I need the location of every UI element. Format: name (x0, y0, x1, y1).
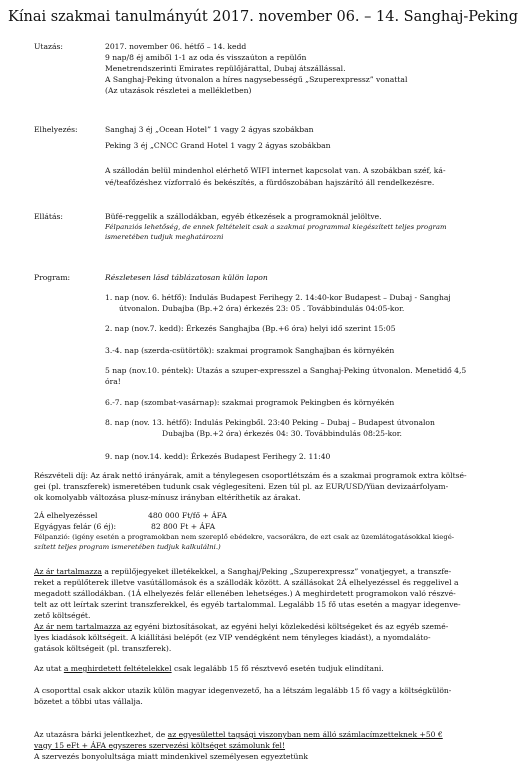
price-double-value: 480 000 Ft/fő + ÁFA (148, 511, 227, 520)
condition-text-part: Az utat (34, 664, 64, 673)
page-title: Kínai szakmai tanulmányút 2017. november 06. – 14. Sanghaj-Peking (8, 9, 518, 25)
condition-underlined: az egyesülettel tagsági viszonyban nem álló számlacímzetteknek +50 € (167, 730, 443, 739)
price-single-label: Egyágyas felár (6 éj): (34, 522, 117, 531)
travel-line: 2017. november 06. hétfő – 14. kedd (105, 42, 247, 51)
excludes-text: gatások költségeit (pl. transzferek). (34, 644, 172, 653)
condition-guide: A csoporttal csak akkor utazik külön magyar idegenvezető, ha a létszám legalább 15 fő vagy a költségkülön- (34, 686, 452, 695)
price-text: Részvételi díj: Az árak nettó irányárak, amit a ténylegesen csoportlétszám és a szakmai programok extra költsé- (34, 471, 467, 480)
accommodation-label: Elhelyezés: (34, 125, 78, 134)
includes-text-part: a repülőjegyeket illetékekkel, a Sanghaj/Peking „Szuperexpressz” vonatjegyet, a transzfe- (101, 567, 452, 576)
travel-label: Utazás: (34, 42, 63, 51)
includes-text: reket a repülőterek illetve vasútállomások és a szállodák között. A szállásokat 2Á elhelyezéssel és reggelivel a (34, 578, 459, 587)
program-intro: Részletesen lásd táblázatosan külön lapon (105, 273, 268, 282)
condition-underlined: a meghirdetett feltételekkel (63, 664, 172, 673)
travel-line: A Sanghaj-Peking útvonalon a híres nagysebességű „Szuperexpressz” vonattal (105, 75, 408, 84)
travel-line: Menetrendszerinti Emirates repülőjárattal, Dubaj átszállással. (105, 64, 346, 73)
price-single-value: 82 800 Ft + ÁFA (151, 522, 216, 531)
includes-text: megadott szállodákban. (1Á elhelyezés felár ellenében lehetséges.) A meghirdetett programokon való részvé- (34, 589, 456, 598)
accommodation-line: vé/teafőzéshez vízforraló és bekészítés, a fürdőszobában hajszárító áll rendelkezésre. (105, 178, 435, 187)
travel-line: 9 nap/8 éj amiből 1-1 az oda és visszaúton a repülőn (105, 53, 307, 62)
meals-note: ismeretében tudjuk meghatározni (105, 233, 224, 241)
program-day: 1. nap (nov. 6. hétfő): Indulás Budapest Ferihegy 2. 14:40-kor Budapest – Dubaj - Sanghaj (105, 293, 451, 302)
condition-text-part: csak legalább 15 fő résztvevő esetén tudjuk elindítani. (171, 664, 384, 673)
travel-line: (Az utazások részletei a mellékletben) (105, 86, 252, 95)
includes-text: telt az ott leírtak szerint transzferekkel, és egyéb tartalommal. Legalább 15 fő utas esetén a magyar idegenve- (34, 600, 461, 609)
condition-text-part: Az utazásra bárki jelentkezhet, de (34, 730, 168, 739)
program-day: 6.-7. nap (szombat-vasárnap): szakmai programok Pekingben és környékén (105, 398, 395, 407)
program-day: Dubajba (Bp.+2 óra) érkezés 04: 30. Továbbindulás 08:25-kor. (162, 429, 402, 438)
includes-text: zető költségét. (34, 611, 91, 620)
meals-line: Büfé-reggelik a szállodákban, egyéb étkezések a programoknál jelöltve. (105, 212, 382, 221)
excludes-heading: Az ár nem tartalmazza az (34, 622, 132, 631)
program-day: 8. nap (nov. 13. hétfő): Indulás Pekingből. 23:40 Peking – Dubaj – Budapest útvonalon (105, 418, 435, 427)
includes-text (34, 567, 451, 576)
program-day: óra! (105, 377, 121, 386)
program-day: 5 nap (nov.10. péntek): Utazás a szuper-expresszel a Sanghaj-Peking útvonalon. Menetidő 4,5 (105, 366, 467, 375)
accommodation-line: A szállodán belül mindenhol elérhető WIFI internet kapcsolat van. A szobákban széf, ká- (105, 166, 446, 175)
price-double-label: 2Á elhelyezéssel (34, 511, 98, 520)
excludes-text (34, 622, 448, 631)
condition-min-participants (34, 664, 384, 673)
condition-guide: bözetet a többi utas vállalja. (34, 697, 143, 706)
meals-note: Félpanziós lehetőség, de ennek feltételeit csak a szakmai programmal kiegészített teljes program (105, 223, 447, 231)
price-text: gei (pl. transzferek) ismeretében tudunk csak véglegesíteni. Ezen túl pl. az EUR/USD/Yüan devizaárfolyam- (34, 482, 449, 491)
price-text: ok komolyabb változása plusz-mínusz irányban eltéríthetik az árakat. (34, 493, 301, 502)
program-day: 9. nap (nov.14. kedd): Érkezés Budapest Ferihegy 2. 11:40 (105, 452, 331, 461)
excludes-text-part: egyéni biztosításokat, az egyéni helyi közlekedési költségeket és az egyéb szemé- (131, 622, 449, 631)
accommodation-line: Sanghaj 3 éj „Ocean Hotel” 1 vagy 2 ágyas szobákban (105, 125, 314, 134)
condition-registration (34, 730, 443, 739)
includes-heading: Az ár tartalmazza (34, 567, 102, 576)
program-day: 2. nap (nov.7. kedd): Érkezés Sanghajba (Bp.+6 óra) helyi idő szerint 15:05 (105, 324, 396, 333)
condition-registration-fee: vagy 15 eFt + ÁFA egyszeres szervezési költséget számolunk fel! (34, 741, 286, 750)
program-day: útvonalon. Dubajba (Bp.+2 óra) érkezés 23: 05 . Továbbindulás 04:05-kor. (119, 304, 405, 313)
excludes-text: lyes kiadások költségeit. A kiállítási belépőt (ez VIP vendégként nem tényleges kiadást), a nyomdalátо- (34, 633, 431, 642)
condition-personal: A szervezés bonyolultsága miatt mindenkivel személyesen egyeztetünk (34, 752, 308, 761)
price-halfboard: szített teljes program ismeretében tudjuk kalkulálni.) (34, 543, 221, 551)
accommodation-line: Peking 3 éj „CNCC Grand Hotel 1 vagy 2 ágyas szobákban (105, 141, 331, 150)
price-halfboard: Félpanzió: (igény esetén a programokban nem szereplő ebédekre, vacsorákra, de ezt csak az üzemlátogatásokkal kiegé- (34, 533, 455, 541)
meals-label: Ellátás: (34, 212, 63, 221)
program-label: Program: (34, 273, 71, 282)
program-day: 3.-4. nap (szerda-csütörtök): szakmai programok Sanghajban és környékén (105, 346, 395, 355)
